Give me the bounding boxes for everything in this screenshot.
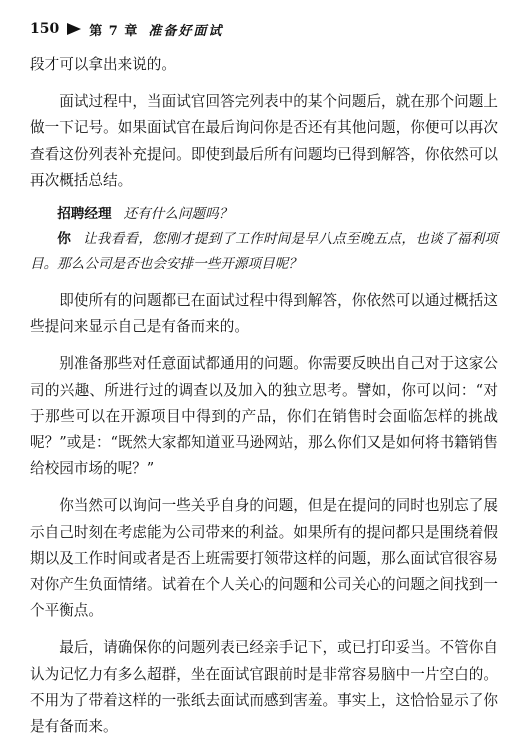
dialog-text: 还有什么问题吗？ (123, 206, 233, 223)
paragraph: 即使所有的问题都已在面试过程中得到解答，你依然可以通过概括这些提问来显示自己是有备而来的。 (30, 292, 498, 336)
chapter-number: 第 7 章 (89, 23, 139, 39)
dialog-block (30, 202, 498, 277)
page-body (30, 52, 498, 740)
dialog-text: 让我看看，您刚才提到了工作时间是早八点至晚五点，也谈了福利项目。那么公司是否也会安排一些开源项目呢？ (30, 231, 499, 273)
paragraph: 最后，请确保你的问题列表已经亲手记下，或已打印妥当。不管你自认为记忆力有多么超群，坐在面试官跟前时是非常容易脑中一片空白的。不用为了带着这样的一张纸去面试而感到害羞。事实上，这恰恰显示了你是有备而来。 (30, 639, 498, 736)
dialog-line (30, 202, 498, 227)
paragraph: 别准备那些对任意面试都通用的问题。你需要反映出自己对于这家公司的兴趣、所进行过的调查以及加入的独立思考。譬如，你可以问：“对于那些可以在开源项目中得到的产品，你们在销售时会面临怎样的挑战呢？”或是：“既然大家都知道亚马逊网站，那么你们又是如何将书籍销售给校园市场的呢？” (30, 355, 498, 478)
triangle-arrow-icon (67, 23, 81, 35)
dialog-line (30, 227, 498, 277)
dialog-speaker: 招聘经理 (57, 206, 112, 223)
paragraph-continued: 段才可以拿出来说的。 (30, 56, 176, 73)
page-number: 150 (30, 21, 60, 37)
dialog-speaker: 你 (57, 231, 72, 248)
paragraph: 你当然可以询问一些关乎自身的问题，但是在提问的同时也别忘了展示自己时刻在考虑能为公司带来的利益。如果所有的提问都只是围绕着假期以及工作时间或者是否上班需要打领带这样的问题，那么面试官很容易对你产生负面情绪。试着在个人关心的问题和公司关心的问题之间找到一个平衡点。 (30, 497, 498, 620)
page-header (30, 18, 498, 40)
paragraph: 面试过程中，当面试官回答完列表中的某个问题后，就在那个问题上做一下记号。如果面试官在最后询问你是否还有其他问题，你便可以再次查看这份列表补充提问。即使到最后所有问题均已得到解答，你依然可以再次概括总结。 (30, 93, 498, 189)
chapter-title: 准备好面试 (148, 23, 224, 39)
